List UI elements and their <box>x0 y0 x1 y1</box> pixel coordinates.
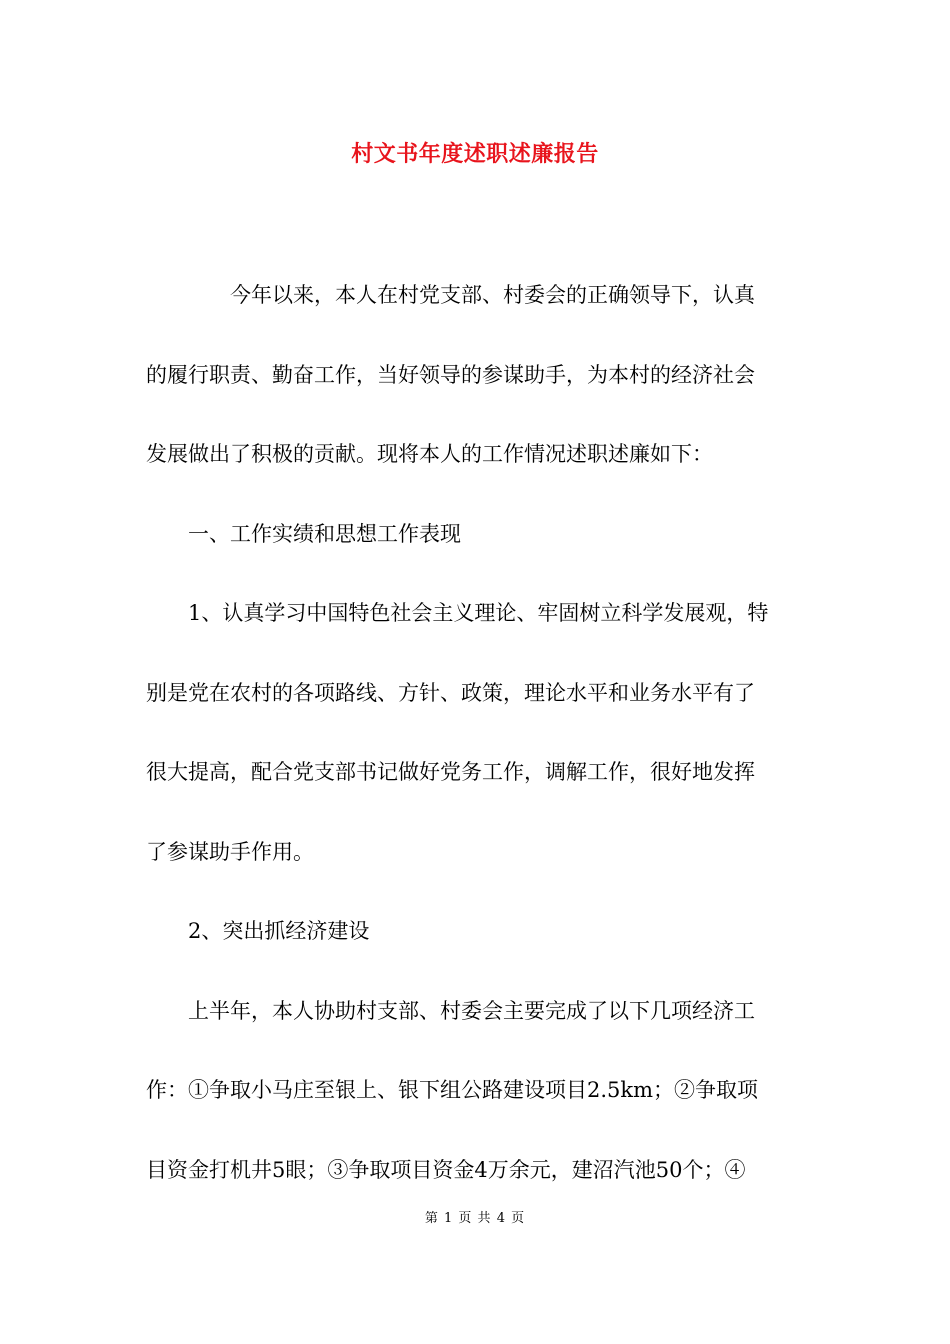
body-line: 别是党在农村的各项路线、方针、政策，理论水平和业务水平有了 <box>146 680 755 705</box>
document-title: 村文书年度述职述廉报告 <box>351 141 599 167</box>
body-line: 上半年，本人协助村支部、村委会主要完成了以下几项经济工 <box>146 998 755 1023</box>
body-line: 作：①争取小马庄至银上、银下组公路建设项目2.5km；②争取项 <box>146 1078 759 1102</box>
body-line: 目资金打机井5眼；③争取项目资金4万余元，建沼汽池50个；④ <box>146 1157 746 1182</box>
body-line: 发展做出了积极的贡献。现将本人的工作情况述职述廉如下： <box>146 442 713 466</box>
body-line: 1、认真学习中国特色社会主义理论、牢固树立科学发展观，特 <box>146 601 769 625</box>
section-heading: 一、工作实绩和思想工作表现 <box>146 521 461 546</box>
page-number-footer: 第 1 页 共 4 页 <box>424 1211 526 1226</box>
body-line: 了参谋助手作用。 <box>146 839 314 864</box>
body-line: 今年以来，本人在村党支部、村委会的正确领导下，认真 <box>146 283 755 307</box>
document-body <box>146 256 808 1210</box>
body-line: 的履行职责、勤奋工作，当好领导的参谋助手，为本村的经济社会 <box>146 362 755 387</box>
body-line: 很大提高，配合党支部书记做好党务工作，调解工作，很好地发挥 <box>146 760 755 784</box>
subsection-heading: 2、突出抓经济建设 <box>146 919 370 943</box>
